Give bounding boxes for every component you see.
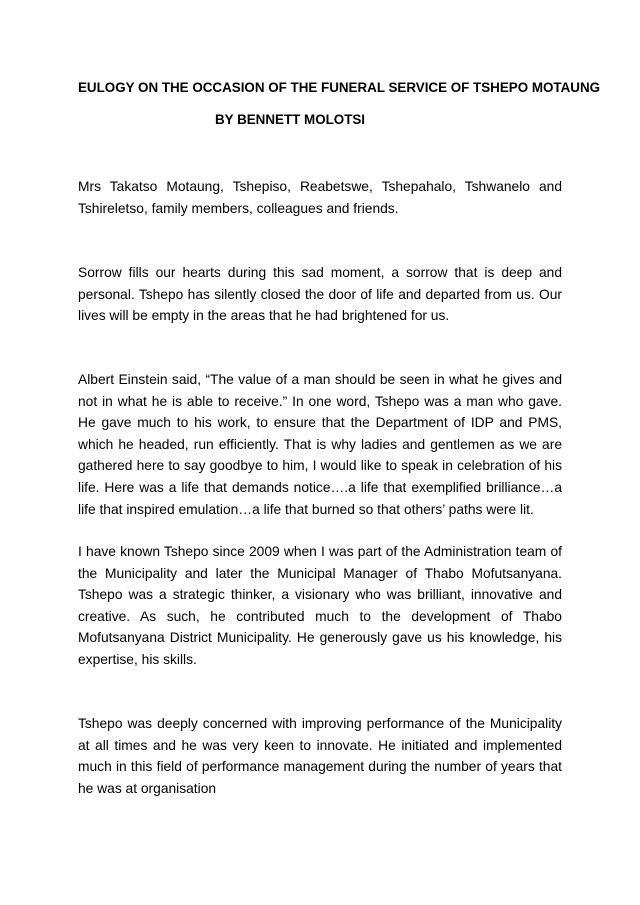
paragraph-performance: Tshepo was deeply concerned with improving performance of the Municipality at all times and he was very keen to innovate. He initiated and implemented much in this field of performance management during the number of years that he was at organisation <box>78 716 562 796</box>
document-title: EULOGY ON THE OCCASION OF THE FUNERAL SERVICE OF TSHEPO MOTAUNG <box>78 80 601 95</box>
paragraph-salutation: Mrs Takatso Motaung, Tshepiso, Reabetswe, Tshepahalo, Tshwanelo and Tshireletso, family members, colleagues and friends. <box>78 179 562 216</box>
paragraph-einstein-quote: Albert Einstein said, “The value of a man should be seen in what he gives and not in what he is able to receive.” In one word, Tshepo was a man who gave. He gave much to his work, to ensure that the Department of IDP and PMS, which he headed, run efficiently. That is why ladies and gentlemen as we are gathered here to say goodbye to him, I would like to speak in celebration of his life. Here was a life that demands notice….a life that exemplified brilliance…a life that inspired emulation…a life that burned so that others’ paths were lit. <box>78 372 562 517</box>
paragraph-sorrow: Sorrow fills our hearts during this sad moment, a sorrow that is deep and personal. Tshepo has silently closed the door of life and departed from us. Our lives will be empty in the areas that he had brightened for us. <box>78 265 562 324</box>
paragraph-known-since-2009: I have known Tshepo since 2009 when I was part of the Administration team of the Municipality and later the Municipal Manager of Thabo Mofutsanyana. Tshepo was a strategic thinker, a visionary who was brilliant, innovative and creative. As such, he contributed much to the development of Thabo Mofutsanyana District Municipality. He generously gave us his knowledge, his expertise, his skills. <box>78 544 562 667</box>
author-byline: BY BENNETT MOLOTSI <box>215 112 366 127</box>
